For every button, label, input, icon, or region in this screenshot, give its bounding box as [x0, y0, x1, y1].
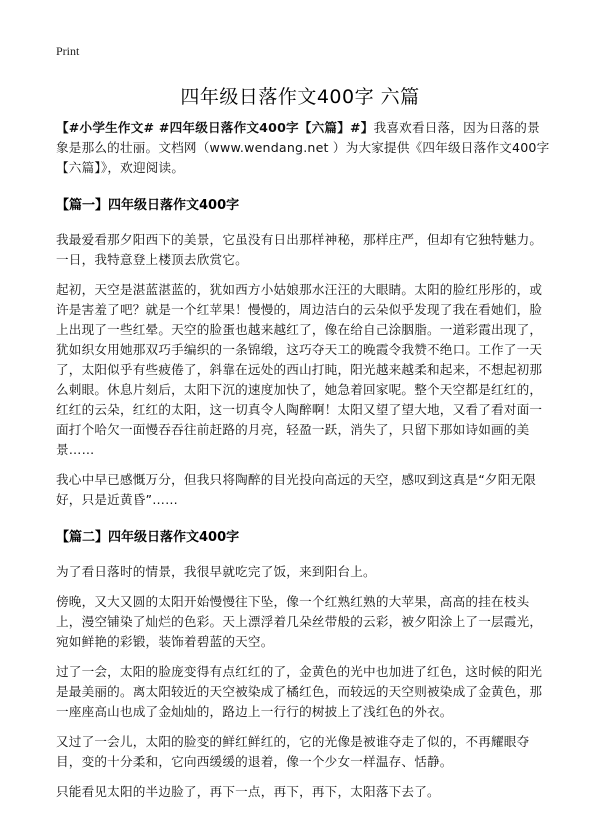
section-paragraph: 起初，天空是湛蓝湛蓝的，犹如西方小姑娘那水汪汪的大眼睛。太阳的脸红彤彤的，或许是害羞了吧？就是一个红苹果！慢慢的，周边洁白的云朵似乎发现了我在看她们，脸上出现了一些红晕。天空的脸蛋也越来越红了，像在给自己涂胭脂。一道彩霞出现了，犹如织女用她那双巧手编织的一条锦缎，这巧夺天工的晚霞令我赞不绝口。工作了一天了，太阳似乎有些疲倦了，斜靠在远处的西山打盹，阳光越来越柔和起来，不想起初那么刺眼。休息片刻后，太阳下沉的速度加快了，她急着回家呢。整个天空都是红红的，红红的云朵，红红的太阳，这一切真令人陶醉啊！太阳又望了望大地，又看了看对面一面打个哈欠一面慢吞吞往前赶路的月亮，轻盈一跃，消失了，只留下那如诗如画的美景…… [56, 282, 543, 457]
section-paragraph: 又过了一会儿，太阳的脸变的鲜红鲜红的，它的光像是被谁夺走了似的，不再耀眼夺目，变的十分柔和，它向西缓缓的退着，像一个少女一样温存、恬静。 [56, 734, 530, 769]
intro-tags: 【#小学生作文# #四年级日落作文400字【六篇】#】 [56, 120, 374, 135]
section-heading: 【篇一】四年级日落作文400字 [56, 198, 240, 213]
section-paragraph: 过了一会，太阳的脸庞变得有点红红的了，金黄色的光中也加进了红色，这时候的阳光是最美丽的。离太阳较近的天空被染成了橘红色，而较远的天空则被染成了金黄色，那一座座高山也成了金灿灿的，路边上一行行的树披上了浅红色的外衣。 [56, 664, 543, 719]
print-label: Print [56, 44, 80, 58]
intro-text: 我喜欢看日落，因为日落的景象是那么的壮丽。文档网（www.wendang.net ）为大家提供《四年级日落作文400字【六篇】》，欢迎阅读。 [56, 120, 550, 175]
section-paragraph: 只能看见太阳的半边脸了，再下一点，再下，再下，太阳落下去了。 [56, 784, 440, 799]
section-heading: 【篇二】四年级日落作文400字 [56, 530, 240, 545]
section-paragraph: 我最爱看那夕阳西下的美景，它虽没有日出那样神秘，那样庄严，但却有它独特魅力。一日，我特意登上楼顶去欣赏它。 [56, 232, 543, 267]
document-body [56, 118, 552, 812]
section-paragraph: 傍晚，又大又圆的太阳开始慢慢往下坠，像一个红熟红熟的大苹果，高高的挂在枝头上，漫空铺染了灿烂的色彩。天上漂浮着几朵丝带般的云彩，被夕阳涂上了一层霞光，宛如鲜艳的彩锻，装饰着碧蓝的天空。 [56, 594, 543, 649]
intro-paragraph [56, 118, 552, 178]
document-title: 四年级日落作文400字 六篇 [180, 86, 420, 108]
section-paragraph: 为了看日落时的情景，我很早就吃完了饭，来到阳台上。 [56, 564, 376, 579]
section-paragraph: 我心中早已感慨万分，但我只将陶醉的目光投向高远的天空，感叹到这真是“夕阳无限好，只是近黄昏”…… [56, 472, 537, 507]
